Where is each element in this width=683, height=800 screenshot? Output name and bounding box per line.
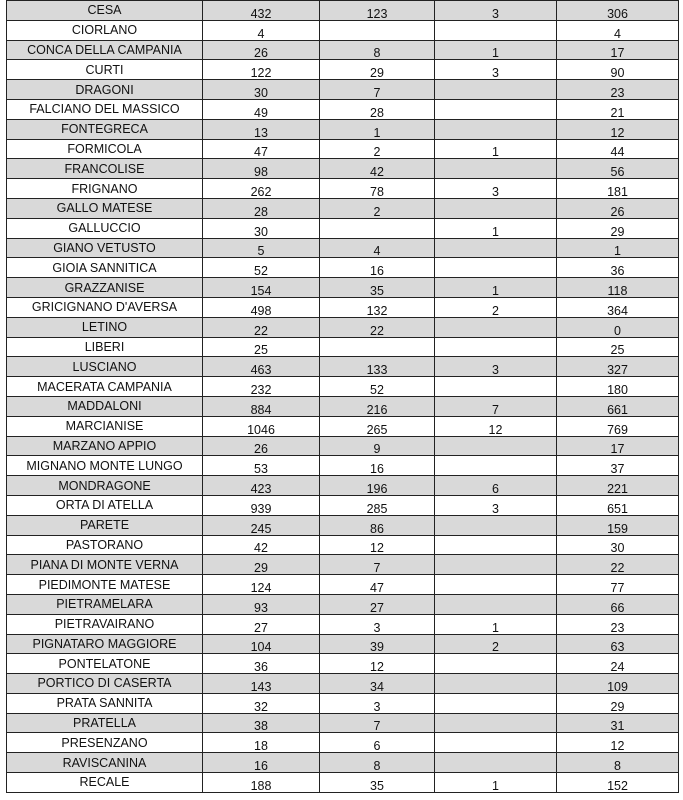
table-row [7,515,679,535]
cell-col-3 [435,535,557,555]
cell-comune: GALLUCCIO [7,218,203,238]
cell-col-3: 1 [435,40,557,60]
table-row [7,713,679,733]
cell-col-2: 9 [320,436,435,456]
cell-col-1: 26 [203,436,320,456]
cell-col-4: 23 [557,614,679,634]
cell-col-1: 49 [203,99,320,119]
table-row [7,634,679,654]
cell-col-2: 35 [320,278,435,298]
cell-col-3 [435,80,557,100]
cell-col-3 [435,99,557,119]
table-row [7,278,679,298]
cell-col-3 [435,594,557,614]
cell-col-2: 7 [320,80,435,100]
cell-col-2: 6 [320,733,435,753]
cell-col-2: 7 [320,555,435,575]
cell-col-1: 30 [203,80,320,100]
cell-col-1: 5 [203,238,320,258]
cell-col-1: 498 [203,297,320,317]
cell-comune: GRICIGNANO D'AVERSA [7,297,203,317]
cell-comune: PIETRAMELARA [7,594,203,614]
cell-col-4: 24 [557,654,679,674]
cell-comune: MIGNANO MONTE LUNGO [7,456,203,476]
table-row [7,60,679,80]
cell-comune: FORMICOLA [7,139,203,159]
table-row [7,416,679,436]
cell-col-3 [435,713,557,733]
cell-col-4: 4 [557,20,679,40]
cell-comune: RECALE [7,773,203,793]
cell-col-3 [435,20,557,40]
table-row [7,258,679,278]
cell-comune: PIEDIMONTE MATESE [7,575,203,595]
cell-col-1: 232 [203,377,320,397]
cell-col-1: 262 [203,179,320,199]
cell-comune: PRESENZANO [7,733,203,753]
cell-col-1: 463 [203,357,320,377]
cell-col-4: 180 [557,377,679,397]
cell-col-1: 93 [203,594,320,614]
table-row [7,733,679,753]
table-row [7,654,679,674]
cell-col-1: 30 [203,218,320,238]
cell-col-1: 47 [203,139,320,159]
cell-col-2: 2 [320,139,435,159]
cell-comune: CIORLANO [7,20,203,40]
cell-col-1: 4 [203,20,320,40]
cell-col-4: 661 [557,396,679,416]
cell-col-2: 16 [320,258,435,278]
cell-comune: PARETE [7,515,203,535]
cell-col-2: 1 [320,119,435,139]
table-row [7,40,679,60]
cell-comune: FRANCOLISE [7,159,203,179]
cell-comune: GIANO VETUSTO [7,238,203,258]
table-row [7,238,679,258]
cell-comune: FRIGNANO [7,179,203,199]
cell-col-3 [435,337,557,357]
cell-col-1: 124 [203,575,320,595]
cell-comune: FALCIANO DEL MASSICO [7,99,203,119]
cell-col-2 [320,218,435,238]
table-row [7,773,679,793]
cell-col-4: 22 [557,555,679,575]
cell-col-2: 52 [320,377,435,397]
cell-col-3 [435,159,557,179]
table-row [7,179,679,199]
cell-col-4: 1 [557,238,679,258]
cell-col-2: 133 [320,357,435,377]
cell-col-1: 25 [203,337,320,357]
cell-col-4: 66 [557,594,679,614]
cell-col-1: 432 [203,1,320,21]
cell-comune: FONTEGRECA [7,119,203,139]
cell-col-3: 1 [435,614,557,634]
cell-comune: PIETRAVAIRANO [7,614,203,634]
cell-col-4: 44 [557,139,679,159]
cell-col-2: 42 [320,159,435,179]
cell-comune: DRAGONI [7,80,203,100]
table-row [7,674,679,694]
cell-col-2: 3 [320,693,435,713]
cell-col-3: 6 [435,476,557,496]
cell-col-4: 63 [557,634,679,654]
cell-col-1: 22 [203,317,320,337]
cell-col-1: 104 [203,634,320,654]
cell-col-4: 26 [557,198,679,218]
table-row [7,297,679,317]
cell-col-3 [435,317,557,337]
cell-col-2: 265 [320,416,435,436]
cell-col-4: 327 [557,357,679,377]
cell-col-3 [435,238,557,258]
cell-col-1: 27 [203,614,320,634]
cell-comune: LIBERI [7,337,203,357]
cell-col-2: 29 [320,60,435,80]
cell-col-2: 123 [320,1,435,21]
cell-comune: MARZANO APPIO [7,436,203,456]
cell-comune: MARCIANISE [7,416,203,436]
table-row [7,594,679,614]
cell-col-2: 78 [320,179,435,199]
cell-col-1: 32 [203,693,320,713]
cell-col-3: 3 [435,60,557,80]
cell-comune: GIOIA SANNITICA [7,258,203,278]
table-row [7,693,679,713]
cell-col-4: 152 [557,773,679,793]
cell-col-4: 31 [557,713,679,733]
cell-comune: LUSCIANO [7,357,203,377]
table-row [7,99,679,119]
cell-col-3: 3 [435,179,557,199]
cell-comune: PORTICO DI CASERTA [7,674,203,694]
cell-comune: PASTORANO [7,535,203,555]
cell-col-1: 29 [203,555,320,575]
cell-col-2: 28 [320,99,435,119]
cell-col-2: 8 [320,753,435,773]
table-row [7,20,679,40]
cell-col-1: 13 [203,119,320,139]
cell-comune: PRATELLA [7,713,203,733]
cell-col-1: 38 [203,713,320,733]
cell-col-3 [435,258,557,278]
table-row [7,80,679,100]
cell-col-3: 7 [435,396,557,416]
cell-col-2: 22 [320,317,435,337]
cell-col-2: 132 [320,297,435,317]
cell-col-2: 34 [320,674,435,694]
cell-col-4: 77 [557,575,679,595]
cell-comune: PRATA SANNITA [7,693,203,713]
table-row [7,535,679,555]
table-row [7,377,679,397]
cell-col-1: 98 [203,159,320,179]
cell-col-3 [435,119,557,139]
cell-comune: GRAZZANISE [7,278,203,298]
cell-col-4: 769 [557,416,679,436]
cell-col-3: 2 [435,634,557,654]
cell-col-3 [435,198,557,218]
cell-col-2: 8 [320,40,435,60]
cell-col-1: 18 [203,733,320,753]
cell-col-2: 216 [320,396,435,416]
cell-col-4: 118 [557,278,679,298]
cell-col-2 [320,20,435,40]
table-row [7,198,679,218]
cell-col-3: 1 [435,139,557,159]
cell-comune: CURTI [7,60,203,80]
cell-col-4: 109 [557,674,679,694]
cell-col-1: 939 [203,495,320,515]
cell-col-1: 16 [203,753,320,773]
cell-col-1: 122 [203,60,320,80]
cell-col-2: 35 [320,773,435,793]
cell-col-3: 3 [435,495,557,515]
cell-col-1: 53 [203,456,320,476]
cell-col-4: 159 [557,515,679,535]
cell-col-1: 245 [203,515,320,535]
cell-col-3 [435,515,557,535]
cell-col-2: 196 [320,476,435,496]
table-row [7,159,679,179]
cell-comune: CONCA DELLA CAMPANIA [7,40,203,60]
table-row [7,119,679,139]
cell-col-3: 12 [435,416,557,436]
cell-col-3 [435,753,557,773]
cell-col-1: 52 [203,258,320,278]
cell-col-4: 90 [557,60,679,80]
cell-comune: MACERATA CAMPANIA [7,377,203,397]
cell-col-1: 36 [203,654,320,674]
cell-col-4: 17 [557,40,679,60]
cell-col-3 [435,377,557,397]
cell-col-2: 39 [320,634,435,654]
cell-col-4: 25 [557,337,679,357]
cell-col-2: 16 [320,456,435,476]
cell-col-3 [435,674,557,694]
cell-col-1: 28 [203,198,320,218]
cell-col-3: 2 [435,297,557,317]
cell-comune: RAVISCANINA [7,753,203,773]
cell-col-3 [435,456,557,476]
table-row [7,555,679,575]
cell-col-2: 285 [320,495,435,515]
table-row [7,1,679,21]
cell-col-4: 56 [557,159,679,179]
table-row [7,436,679,456]
table-row [7,753,679,773]
cell-comune: PIANA DI MONTE VERNA [7,555,203,575]
table-row [7,495,679,515]
table-row [7,575,679,595]
cell-col-4: 12 [557,733,679,753]
cell-comune: ORTA DI ATELLA [7,495,203,515]
cell-comune: GALLO MATESE [7,198,203,218]
cell-col-1: 26 [203,40,320,60]
cell-col-3: 1 [435,278,557,298]
cell-col-2: 3 [320,614,435,634]
cell-col-3: 3 [435,1,557,21]
table-row [7,357,679,377]
cell-comune: LETINO [7,317,203,337]
cell-col-1: 42 [203,535,320,555]
table-row [7,614,679,634]
table-row [7,396,679,416]
table-body [7,1,679,793]
cell-col-2: 86 [320,515,435,535]
cell-col-2: 7 [320,713,435,733]
cell-col-4: 23 [557,80,679,100]
cell-col-3: 3 [435,357,557,377]
cell-comune: PONTELATONE [7,654,203,674]
cell-col-4: 36 [557,258,679,278]
table-row [7,456,679,476]
cell-col-2: 47 [320,575,435,595]
cell-col-1: 423 [203,476,320,496]
cell-col-4: 221 [557,476,679,496]
cell-col-4: 364 [557,297,679,317]
cell-col-3 [435,733,557,753]
cell-comune: MONDRAGONE [7,476,203,496]
cell-col-4: 37 [557,456,679,476]
cell-col-3 [435,575,557,595]
table-row [7,476,679,496]
cell-col-4: 651 [557,495,679,515]
table-row [7,139,679,159]
cell-col-4: 21 [557,99,679,119]
table-row [7,218,679,238]
cell-col-2: 12 [320,654,435,674]
cell-comune: CESA [7,1,203,21]
cell-col-3 [435,693,557,713]
table-row [7,337,679,357]
cell-col-4: 306 [557,1,679,21]
table-row [7,317,679,337]
cell-col-2: 27 [320,594,435,614]
cell-col-2: 2 [320,198,435,218]
cell-col-1: 1046 [203,416,320,436]
cell-col-4: 0 [557,317,679,337]
cell-col-4: 181 [557,179,679,199]
cell-col-3 [435,436,557,456]
cell-col-4: 29 [557,693,679,713]
cell-col-1: 143 [203,674,320,694]
cell-col-1: 188 [203,773,320,793]
cell-col-4: 29 [557,218,679,238]
cell-col-4: 17 [557,436,679,456]
cell-col-4: 30 [557,535,679,555]
cell-col-1: 884 [203,396,320,416]
cell-col-4: 8 [557,753,679,773]
cell-col-2: 12 [320,535,435,555]
cell-col-1: 154 [203,278,320,298]
cell-col-3: 1 [435,218,557,238]
cell-col-3 [435,654,557,674]
cell-comune: PIGNATARO MAGGIORE [7,634,203,654]
cell-col-3 [435,555,557,575]
cell-comune: MADDALONI [7,396,203,416]
municipality-data-table [6,0,679,793]
cell-col-2 [320,337,435,357]
cell-col-3: 1 [435,773,557,793]
cell-col-4: 12 [557,119,679,139]
cell-col-2: 4 [320,238,435,258]
